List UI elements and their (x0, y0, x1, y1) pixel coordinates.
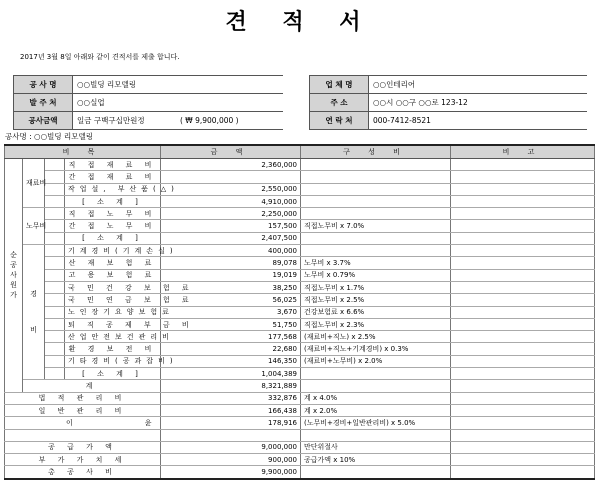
row-item: 산 재 보 험 료 (65, 257, 161, 269)
row-ratio (301, 368, 451, 380)
row-amount: 2,360,000 (161, 159, 301, 171)
row-amount: 146,350 (161, 355, 301, 367)
row-item: 작업설, 부산품(△) (65, 183, 161, 195)
row-spacer (45, 355, 65, 367)
row-spacer (45, 294, 65, 306)
address-label: 주 소 (310, 94, 369, 112)
row-amount (161, 171, 301, 183)
row-remark (451, 183, 595, 195)
row-item: 환 경 보 전 비 (65, 343, 161, 355)
row-amount: 177,568 (161, 331, 301, 343)
bottom-item: 공 급 가 액 (5, 441, 161, 453)
row-amount: 3,670 (161, 306, 301, 318)
row-remark (451, 281, 595, 293)
row-remark (451, 331, 595, 343)
document-title: 견 적 서 (225, 10, 375, 35)
row-remark (451, 306, 595, 318)
table-row (5, 232, 595, 244)
table-row (5, 466, 595, 479)
bottom-ratio (301, 429, 451, 441)
bottom-ratio: 계 x 2.0% (301, 404, 451, 416)
row-item: [ 소 계 ] (65, 195, 161, 207)
row-remark (451, 294, 595, 306)
table-row (5, 257, 595, 269)
project-label: 공 사 명 (14, 76, 73, 94)
row-ratio (301, 208, 451, 220)
table-row (5, 306, 595, 318)
row-spacer (45, 257, 65, 269)
total-amount: 8,321,889 (161, 380, 301, 392)
row-spacer (45, 331, 65, 343)
row-ratio (301, 171, 451, 183)
bottom-amount: 900,000 (161, 454, 301, 466)
table-row (5, 404, 595, 416)
company-label: 업 체 명 (310, 76, 369, 94)
bottom-ratio (301, 466, 451, 479)
row-item: 고 용 보 험 료 (65, 269, 161, 281)
intro-text: 2017년 3월 8일 아래와 같이 견적서를 제출 합니다. (20, 53, 180, 61)
row-remark (451, 220, 595, 232)
row-spacer (45, 306, 65, 318)
group-material-label: 재료비 (23, 159, 45, 208)
row-ratio: (재료비+직노+기계경비) x 0.3% (301, 343, 451, 355)
contact-value: 000-7412-8521 (369, 112, 588, 130)
row-ratio: 건강보험료 x 6.6% (301, 306, 451, 318)
row-remark (451, 232, 595, 244)
company-value: ○○인테리어 (369, 76, 588, 94)
amount-number: ( ₩ 9,900,000 ) (176, 112, 283, 130)
bottom-remark (451, 392, 595, 404)
table-row (5, 380, 595, 392)
amount-value: 일금 구백구십만원정 (73, 112, 177, 130)
row-item: 직 접 재 료 비 (65, 159, 161, 171)
table-row (5, 343, 595, 355)
table-row (5, 208, 595, 220)
table-row (5, 355, 595, 367)
row-amount: 2,550,000 (161, 183, 301, 195)
group-main-label: 순공사원가 (10, 251, 17, 300)
group-main-cell (5, 159, 23, 393)
row-item: [ 소 계 ] (65, 368, 161, 380)
bottom-amount: 9,000,000 (161, 441, 301, 453)
table-row (5, 220, 595, 232)
table-row (5, 294, 595, 306)
row-ratio: (재료비+노무비) x 2.0% (301, 355, 451, 367)
row-item: 간 접 재 료 비 (65, 171, 161, 183)
table-row (5, 183, 595, 195)
table-row (5, 159, 595, 171)
bottom-ratio: 계 x 4.0% (301, 392, 451, 404)
row-ratio: 직접노무비 x 2.5% (301, 294, 451, 306)
row-remark (451, 269, 595, 281)
bottom-item: 법 적 관 리 비 (5, 392, 161, 404)
header-remark: 비 고 (451, 145, 595, 159)
row-remark (451, 355, 595, 367)
row-spacer (45, 183, 65, 195)
row-remark (451, 343, 595, 355)
bottom-item-right: 윤 (144, 418, 152, 427)
header-amount: 금 액 (161, 145, 301, 159)
bottom-amount: 166,438 (161, 404, 301, 416)
info-table (13, 75, 587, 130)
bottom-item: 부 가 가 치 세 (5, 454, 161, 466)
cost-table (4, 144, 595, 480)
row-item: 국 민 건 강 보 험 료 (65, 281, 161, 293)
client-value: ○○실업 (73, 94, 284, 112)
row-spacer (45, 245, 65, 257)
row-ratio (301, 245, 451, 257)
row-item: 산업안전보건관리비 (65, 331, 161, 343)
total-label: 계 (23, 380, 161, 392)
row-ratio: (재료비+직노) x 2.5% (301, 331, 451, 343)
row-spacer (45, 208, 65, 220)
row-ratio (301, 195, 451, 207)
row-spacer (45, 159, 65, 171)
bottom-item-left: 이 (66, 418, 73, 427)
bottom-amount: 332,876 (161, 392, 301, 404)
bottom-remark (451, 441, 595, 453)
row-amount: 51,750 (161, 318, 301, 330)
row-spacer (45, 232, 65, 244)
row-spacer (45, 171, 65, 183)
row-ratio (301, 232, 451, 244)
row-spacer (45, 220, 65, 232)
bottom-remark (451, 454, 595, 466)
row-amount: 56,025 (161, 294, 301, 306)
client-label: 발 주 처 (14, 94, 73, 112)
row-remark (451, 318, 595, 330)
row-amount: 22,680 (161, 343, 301, 355)
row-amount: 89,078 (161, 257, 301, 269)
group-expense-label-2: 비 (30, 326, 37, 335)
table-row (5, 392, 595, 404)
row-ratio: 노무비 x 0.79% (301, 269, 451, 281)
table-row (5, 171, 595, 183)
row-remark (451, 159, 595, 171)
row-item: 국 민 연 금 보 험 료 (65, 294, 161, 306)
bottom-remark (451, 466, 595, 479)
bottom-remark (451, 429, 595, 441)
table-row (5, 441, 595, 453)
row-amount: 38,250 (161, 281, 301, 293)
row-spacer (45, 318, 65, 330)
row-ratio: 직접노무비 x 1.7% (301, 281, 451, 293)
row-amount: 1,004,389 (161, 368, 301, 380)
row-item: 노인장기요양보험료 (65, 306, 161, 318)
table-row (5, 368, 595, 380)
row-item: 기타경비(공과잡비) (65, 355, 161, 367)
total-ratio (301, 380, 451, 392)
table-row (5, 429, 595, 441)
row-remark (451, 257, 595, 269)
bottom-amount: 178,916 (161, 417, 301, 429)
header-ratio: 구 성 비 (301, 145, 451, 159)
table-row (5, 281, 595, 293)
contact-label: 연 락 처 (310, 112, 369, 130)
project-value: ○○빌딩 리모델링 (73, 76, 284, 94)
bottom-remark (451, 417, 595, 429)
row-spacer (45, 281, 65, 293)
row-ratio (301, 183, 451, 195)
row-amount: 157,500 (161, 220, 301, 232)
row-spacer (45, 343, 65, 355)
bottom-item (5, 429, 161, 441)
row-item: 기계경비(기계손실) (65, 245, 161, 257)
bottom-ratio: 공급가액 x 10% (301, 454, 451, 466)
total-remark (451, 380, 595, 392)
bottom-ratio: 만단위절사 (301, 441, 451, 453)
row-remark (451, 368, 595, 380)
row-ratio (301, 159, 451, 171)
row-ratio: 노무비 x 3.7% (301, 257, 451, 269)
row-amount: 19,019 (161, 269, 301, 281)
bottom-remark (451, 404, 595, 416)
row-item: [ 소 계 ] (65, 232, 161, 244)
row-remark (451, 171, 595, 183)
bottom-item: 총 공 사 비 (5, 466, 161, 479)
bottom-item: 일 반 관 리 비 (5, 404, 161, 416)
row-spacer (45, 195, 65, 207)
group-labor-label: 노무비 (23, 208, 45, 245)
bottom-amount: 9,900,000 (161, 466, 301, 479)
header-item: 비 목 (5, 145, 161, 159)
bottom-ratio: (노무비+경비+일반관리비) x 5.0% (301, 417, 451, 429)
table-row (5, 269, 595, 281)
row-amount: 2,250,000 (161, 208, 301, 220)
project-line: 공사명 : ○○빌딩 리모델링 (5, 132, 93, 141)
row-remark (451, 208, 595, 220)
row-spacer (45, 368, 65, 380)
row-remark (451, 195, 595, 207)
table-row (5, 331, 595, 343)
bottom-item (5, 417, 161, 429)
row-amount: 400,000 (161, 245, 301, 257)
row-amount: 4,910,000 (161, 195, 301, 207)
row-item: 퇴 직 공 제 부 금 비 (65, 318, 161, 330)
bottom-amount (161, 429, 301, 441)
row-spacer (45, 269, 65, 281)
group-expense-cell (23, 245, 45, 380)
table-row (5, 417, 595, 429)
table-row (5, 245, 595, 257)
address-value: ○○시 ○○구 ○○로 123-12 (369, 94, 588, 112)
row-ratio: 직접노무비 x 7.0% (301, 220, 451, 232)
row-amount: 2,407,500 (161, 232, 301, 244)
row-item: 직 접 노 무 비 (65, 208, 161, 220)
group-expense-label-1: 경 (30, 290, 37, 299)
table-row (5, 195, 595, 207)
row-ratio: 직접노무비 x 2.3% (301, 318, 451, 330)
table-row (5, 454, 595, 466)
row-remark (451, 245, 595, 257)
table-row (5, 318, 595, 330)
amount-label: 공사금액 (14, 112, 73, 130)
row-item: 간 접 노 무 비 (65, 220, 161, 232)
